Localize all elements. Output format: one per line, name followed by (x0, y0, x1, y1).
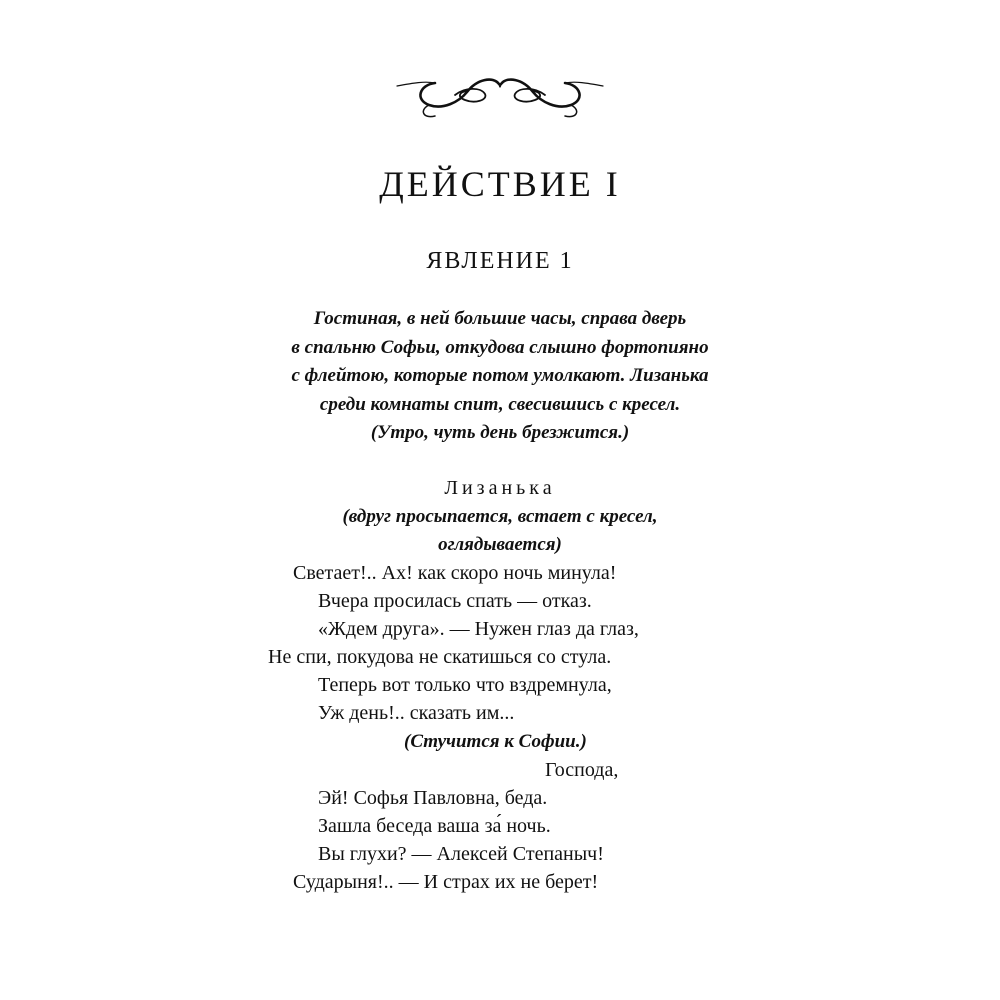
scene-title: ЯВЛЕНИЕ 1 (426, 248, 574, 274)
speaker-name: Лизанька (444, 477, 556, 499)
verse-line: Господа, (545, 759, 619, 781)
stage-direction (0, 305, 1000, 448)
speaker-direction (0, 503, 1000, 559)
verse-line: Вы глухи? — Алексей Степаныч! (318, 843, 604, 865)
flourish-ornament-icon (395, 66, 605, 122)
verse-line: Теперь вот только что вздремнула, (318, 674, 612, 696)
verse-line: Уж день!.. сказать им... (318, 702, 515, 724)
verse-line: Не спи, покудова не скатишься со стула. (268, 646, 612, 668)
verse-line: Сударыня!.. — И страх их не берет! (293, 871, 599, 893)
stage-direction-line: Гостиная, в ней большие часы, справа дверь (313, 308, 687, 329)
act-title: ДЕЙСТВИЕ I (379, 164, 621, 204)
stage-direction-line: в спальню Софьи, откудова слышно фортопияно (291, 336, 709, 358)
stage-direction-line: (Утро, чуть день брезжится.) (370, 422, 630, 443)
verse-line: «Ждем друга». — Нужен глаз да глаз, (318, 618, 639, 640)
speaker-direction-line: (вдруг просыпается, встает с кресел, (342, 506, 658, 527)
speaker-direction-line: оглядывается) (438, 534, 562, 555)
stage-direction-line: среди комнаты спит, свесившись с кресел. (319, 393, 681, 415)
inline-stage-direction: (Стучится к Софии.) (404, 731, 587, 752)
verse-line: Зашла беседа ваша за́ ночь. (318, 815, 551, 837)
verse-line: Светает!.. Ах! как скоро ночь минула! (293, 562, 617, 584)
verse-line: Вчера просилась спать — отказ. (318, 590, 592, 612)
stage-direction-line: с флейтою, которые потом умолкают. Лизанька (291, 365, 709, 386)
verse-line: Эй! Софья Павловна, беда. (318, 787, 548, 809)
